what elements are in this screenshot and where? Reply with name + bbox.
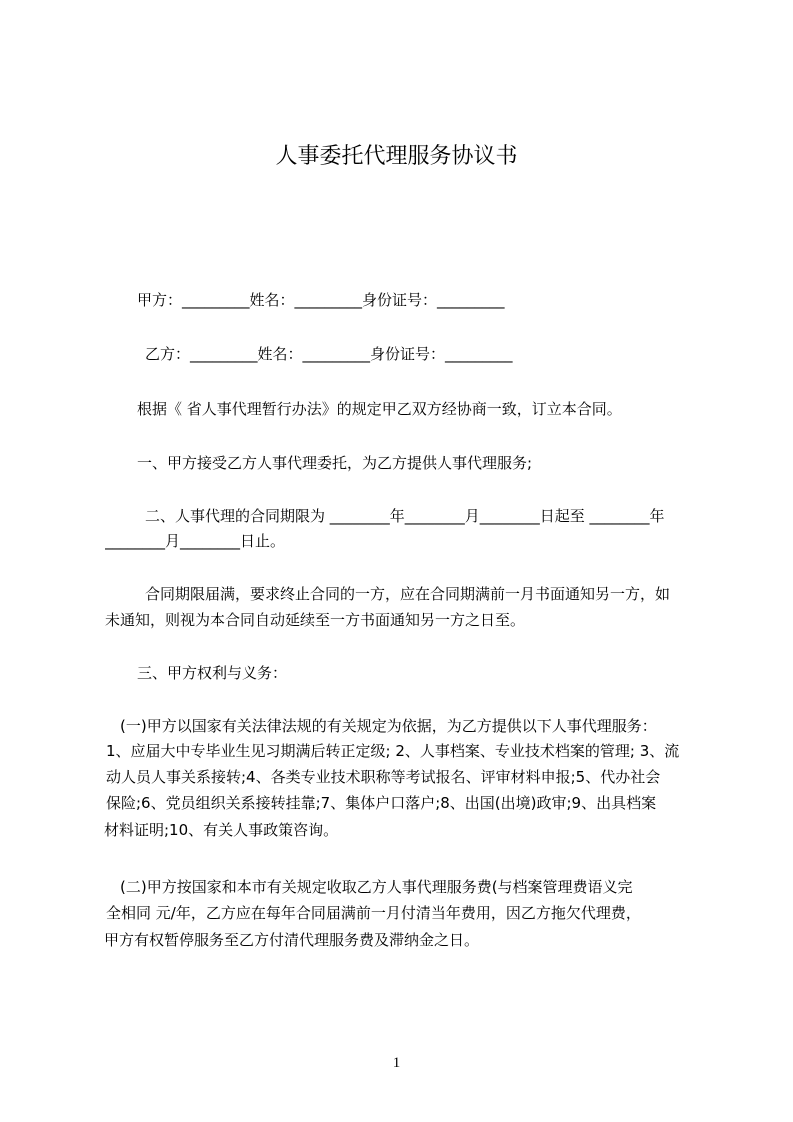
renewal-paragraph-cont: 未通知，则视为本合同自动延续至一方书面通知另一方之日至。: [105, 611, 526, 629]
clause-1: 一、甲方接受乙方人事代理委托，为乙方提供人事代理服务;: [137, 454, 533, 472]
clause-3-1-line: 保险;6、党员组织关系接转挂靠;7、集体户口落户;8、出国(出境)政审;9、出具档案: [106, 794, 657, 812]
party-a-line: 甲方：_________姓名：_________身份证号：_________: [137, 291, 505, 309]
clause-3-heading: 三、甲方权利与义务：: [137, 664, 288, 682]
clause-3-2: (二)甲方按国家和本市有关规定收取乙方人事代理服务费(与档案管理费语义完: [120, 878, 633, 896]
clause-2: 二、人事代理的合同期限为 ________年________月________日起至 ________年: [145, 507, 665, 525]
page-number: 1: [392, 1055, 401, 1071]
clause-2-cont: ________月________日止。: [105, 532, 286, 550]
document-title: 人事委托代理服务协议书: [275, 144, 518, 169]
clause-3-2-line: 全相同 元/年，乙方应在每年合同届满前一月付清当年费用，因乙方拖欠代理费，: [106, 904, 641, 922]
renewal-paragraph: 合同期限届满，要求终止合同的一方，应在合同期满前一月书面通知另一方，如: [145, 585, 671, 603]
clause-3-1: (一)甲方以国家有关法律法规的有关规定为依据，为乙方提供以下人事代理服务：: [120, 717, 657, 735]
clause-3-1-line: 动人员人事关系接转;4、各类专业技术职称等考试报名、评审材料申报;5、代办社会: [106, 768, 661, 786]
party-b-line: 乙方：_________姓名：_________身份证号：_________: [145, 345, 513, 363]
preamble: 根据《 省人事代理暂行办法》的规定甲乙双方经协商一致，订立本合同。: [137, 400, 622, 418]
clause-3-1-line: 材料证明;10、有关人事政策咨询。: [104, 821, 339, 839]
clause-3-2-line: 甲方有权暂停服务至乙方付清代理服务费及滞纳金之日。: [104, 931, 480, 949]
clause-3-1-line: 1、应届大中专毕业生见习期满后转正定级; 2、人事档案、专业技术档案的管理; 3、流: [106, 742, 680, 760]
